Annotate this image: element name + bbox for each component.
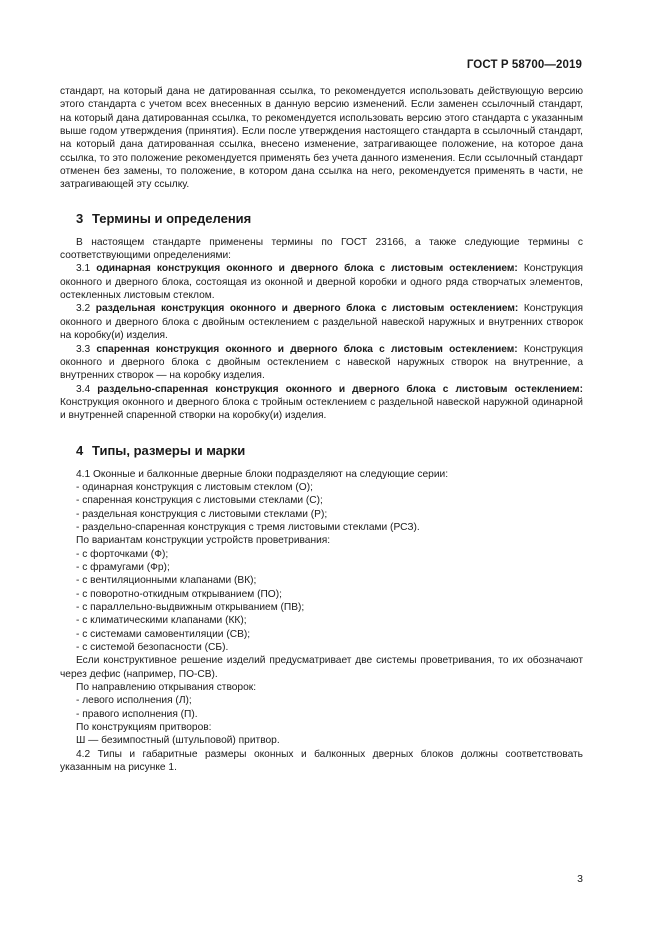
term-definition: Конструкция оконного и дверного блока с двойным остеклением с навеской наружных створок на внутренние, а внутренних створок — на коробку изделия. — [60, 343, 583, 382]
term-name: спаренная конструкция оконного и дверного блока с листовым остеклением: — [96, 343, 518, 355]
ventilation-intro: По вариантам конструкции устройств проветривания: — [76, 535, 331, 547]
section-4-title: Типы, размеры и марки — [92, 442, 246, 458]
term-3-4 — [60, 383, 583, 423]
list-item: - с вентиляционными клапанами (ВК); — [76, 575, 257, 587]
term-definition: Конструкция оконного и дверного блока с тройным остеклением с раздельной навеской наружной одинарной и внутренней спаренной створки на коробку(и) изделия. — [60, 396, 583, 422]
list-item: - с параллельно-выдвижным открыванием (ПВ); — [76, 602, 305, 613]
term-number: 3.4 — [76, 383, 91, 395]
list-item: - спаренная конструкция с листовыми стеклами (С); — [76, 495, 323, 507]
section-4-number: 4 — [76, 442, 84, 458]
page-content — [60, 85, 583, 774]
section-4-heading — [60, 443, 583, 459]
term-definition: Конструкция оконного и дверного блока, состоящая из оконной и дверной коробки и одного ряда створчатых элементов, остекленных листовым стеклом. — [60, 263, 583, 302]
list-item: - с системами самовентиляции (СВ); — [76, 628, 251, 640]
term-name: одинарная конструкция оконного и дверного блока с листовым остеклением: — [96, 263, 518, 275]
section-3-heading — [60, 211, 583, 227]
section-3-title: Термины и определения — [92, 210, 252, 226]
list-item: - раздельно-спаренная конструкция с тремя листовыми стеклами (РСЗ). — [76, 521, 420, 533]
porch-intro: По конструкциям притворов: — [76, 722, 212, 734]
page-number: 3 — [577, 873, 583, 885]
term-name: раздельная конструкция оконного и дверного блока с листовым остеклением: — [95, 303, 519, 315]
clause-4-2: 4.2 Типы и габаритные размеры оконных и балконных дверных блоков должны соответствовать указанным на рисунке 1. — [60, 748, 583, 774]
list-item: - правого исполнения (П). — [76, 708, 198, 720]
intro-paragraph: стандарт, на который дана не датированная ссылка, то рекомендуется использовать действующую версию этого стандарта с учетом всех внесенных в данную версию изменений. Если заменен ссылочный стандарт, на который дана датированная ссылка, то рекомендуется использовать версию этого стандарта с указанным выше годом утверждения (принятия). Если после утверждения настоящего стандарта в ссылочный стандарт, на который дана датированная ссылка, внесено изменение, затрагивающее положение, на которое дана ссылка, то это положение рекомендуется применять без учета данного изменения. Если ссылочный стандарт отменен без замены, то положение, в котором дана ссылка на него, рекомендуется применять в части, не затрагивающей эту ссылку. — [60, 86, 583, 191]
term-number: 3.1 — [76, 263, 91, 275]
term-3-2 — [60, 302, 583, 342]
porch-item: Ш — безимпостный (штульповой) притвор. — [76, 735, 280, 747]
list-item: - с климатическими клапанами (КК); — [76, 615, 247, 627]
clause-4-1: 4.1 Оконные и балконные дверные блоки подразделяют на следующие серии: — [76, 468, 449, 480]
term-number: 3.2 — [76, 303, 91, 315]
section-3-number: 3 — [76, 210, 84, 226]
list-item: - одинарная конструкция с листовым стеклом (О); — [76, 481, 313, 493]
ventilation-note: Если конструктивное решение изделий предусматривает две системы проветривания, то их обозначают через дефис (например, ПО-СВ). — [60, 655, 583, 680]
section-3-intro: В настоящем стандарте применены термины по ГОСТ 23166, а также следующие термины с соответствующими определениями: — [60, 236, 583, 262]
opening-intro: По направлению открывания створок: — [76, 682, 257, 694]
term-name: раздельно-спаренная конструкция оконного и дверного блока с листовым остеклением: — [97, 383, 583, 395]
list-item: - с фрамугами (Фр); — [76, 561, 170, 573]
list-item: - с поворотно-откидным открыванием (ПО); — [76, 588, 282, 600]
document-code-header: ГОСТ Р 58700—2019 — [466, 59, 582, 71]
term-number: 3.3 — [76, 343, 91, 355]
list-item: - с форточками (Ф); — [76, 548, 169, 560]
term-3-1 — [60, 262, 583, 302]
list-item: - с системой безопасности (СБ). — [76, 642, 229, 654]
term-definition: Конструкция оконного и дверного блока с двойным остеклением с раздельной навеской наружных и внутренних створок на коробку(и) изделия. — [60, 303, 583, 342]
list-item: - раздельная конструкция с листовыми стеклами (Р); — [76, 508, 328, 520]
term-3-3 — [60, 343, 583, 383]
list-item: - левого исполнения (Л); — [76, 695, 192, 707]
